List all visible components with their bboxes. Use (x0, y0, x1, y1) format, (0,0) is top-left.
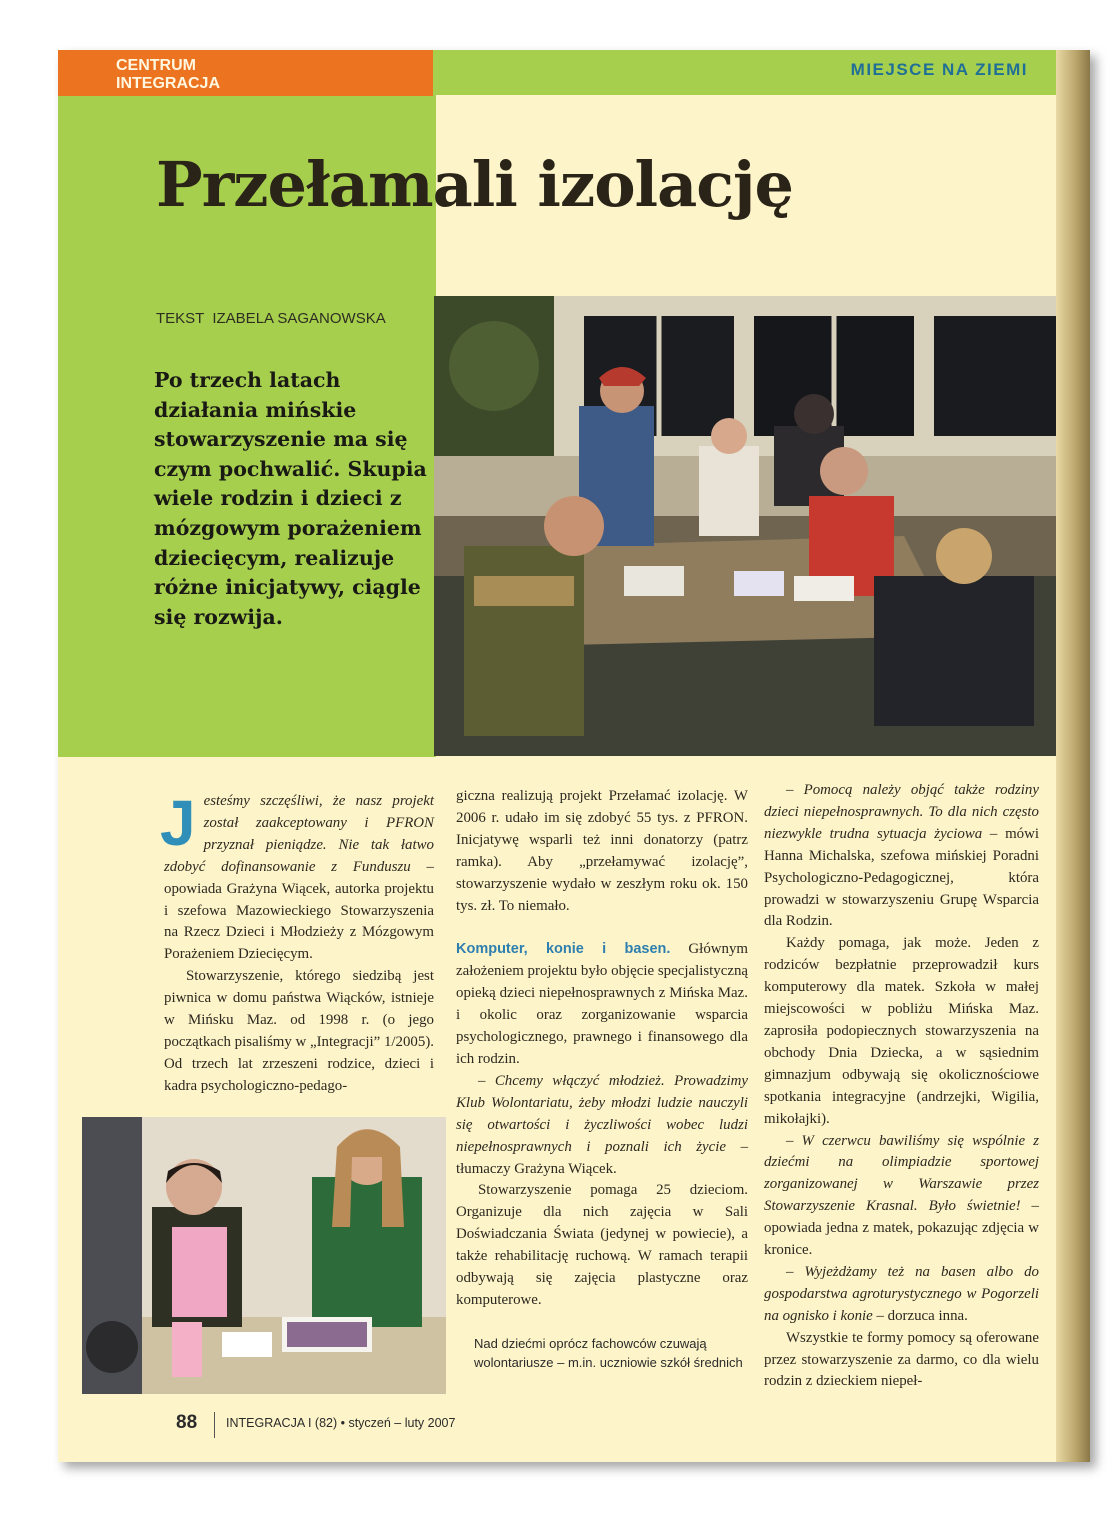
drop-cap: J (160, 787, 196, 859)
page-spine-shadow (1056, 50, 1090, 1462)
col2-paragraph-4: Stowarzyszenie pomaga 25 dzieciom. Organizuje dla nich zajęcia w Sali Doświadczania Świata (jedynej w powiecie), a także rehabilitację ruchową. W ramach terapii odbywają się zajęcia plastyczne oraz komputerowe. (456, 1182, 748, 1308)
byline-label: TEKST (156, 310, 205, 327)
section-label: MIEJSCE NA ZIEMI (850, 60, 1028, 79)
article-column-3 (764, 780, 1039, 1393)
section-tag-line1: CENTRUM (116, 57, 196, 74)
volunteer-photo (82, 1117, 446, 1394)
byline-author: IZABELA SAGANOWSKA (212, 310, 386, 327)
col1-paragraph-2: Stowarzyszenie, którego siedzibą jest piwnica w domu państwa Wiącków, istnieje w Mińsku Maz. od 1998 r. (o jego początkach pisaliśmy w „Integracji” 1/2005). Od trzech lat zrzeszeni rodzice, dzieci i kadra psychologiczno-pedago- (164, 968, 435, 1094)
article-column-2 (456, 786, 748, 1312)
col2-paragraph-2-text: Głównym założeniem projektu było objęcie specjalistyczną opieką dzieci niepełnosprawnych z Mińska Maz. i okolic oraz zorganizowanie wsparcia psychologicznego, prawnego i finansowego dla ich rodzin. (456, 941, 748, 1067)
col2-attribution: – tłumaczy Grażyna Wiącek. (456, 1138, 749, 1177)
col1-attribution: – opowiada Grażyna Wiącek, autorka projektu i szefowa Mazowieckiego Stowarzyszenia na Rzecz Dzieci i Młodzieży z Mózgowym Porażeniem Dziecięcym. (164, 858, 434, 963)
col3-paragraph-3 (764, 1131, 1039, 1262)
byline (156, 310, 386, 327)
col2-paragraph-1: giczna realizują projekt Przełamać izolację. W 2006 r. udało im się zdobyć 55 tys. z PFRON. Inicjatywę wsparli też inni donatorzy (patrz ramka). Aby „przełamywać izolację”, stowarzyszenie wydało w zeszłym roku ok. 150 tys. zł. To niemało. (456, 788, 748, 914)
col3-attribution-2: – opowiada jedna z matek, pokazując zdjęcia w kronice. (764, 1198, 1039, 1259)
magazine-page (58, 50, 1090, 1462)
section-tag (58, 50, 433, 96)
footer-divider (214, 1412, 215, 1438)
col3-attribution-1: – mówi Hanna Michalska, szefowa mińskiej Poradni Psychologiczno-Pedagogicznej, która prowadzi w stowarzyszeniu Grupę Wsparcia dla Rodzin. (764, 825, 1039, 930)
col1-paragraph-1 (164, 791, 434, 966)
col3-attribution-3: – dorzuca inna. (872, 1307, 968, 1324)
article-title: Przełamali izolację (156, 148, 793, 221)
col3-paragraph-1 (764, 780, 1039, 933)
col3-paragraph-4 (764, 1262, 1039, 1328)
col3-paragraph-5: Wszystkie te formy pomocy są oferowane przez stowarzyszenie za darmo, co dla wielu rodzin z dzieckiem niepeł- (764, 1329, 1039, 1390)
photo-caption: Nad dziećmi oprócz fachowców czuwają wolontariusze – m.in. uczniowie szkół średnich (474, 1336, 743, 1370)
col2-paragraph-3 (456, 1071, 748, 1181)
col3-quote-3: – Wyjeżdżamy też na basen albo do gospodarstwa agroturystycznego w Pogorzeli na ognisko i konie (764, 1263, 1039, 1324)
section-tag-line2: INTEGRACJA (116, 75, 221, 92)
issue-info: INTEGRACJA I (82) • styczeń – luty 2007 (226, 1416, 456, 1430)
col1-quote: esteśmy szczęśliwi, że nasz projekt został zaakceptowany i PFRON przyznał pieniądze. Nie tak łatwo zdobyć dofinansowanie z Funduszu (164, 793, 434, 875)
subhead-computer-horses-pool: Komputer, konie i basen. (456, 941, 671, 958)
col3-paragraph-2: Każdy pomaga, jak może. Jeden z rodziców bezpłatnie przeprowadził kurs komputerowy dla matek. Szkoła w małej miejscowości w pobliżu Mińska Maz. zaprosiła podopiecznych stowarzyszenia na obchody Dnia Dziecka, a w sąsiednim gimnazjum odbywają się okolicznościowe spotkania integracyjne (andrzejki, Wigilia, mikołajki). (764, 935, 1039, 1127)
col2-paragraph-2 (456, 939, 748, 1070)
workshop-photo (434, 296, 1056, 756)
col2-quote: – Chcemy włączyć młodzież. Prowadzimy Klub Wolontariatu, żeby młodzi ludzie nauczyli się otwartości i życzliwości wobec ludzi niepełnosprawnych i poznali ich życie (456, 1072, 748, 1155)
page-number: 88 (176, 1412, 198, 1433)
col3-quote-1: – Pomocą należy objąć także rodziny dzieci niepełnosprawnych. To dla nich często niezwykle trudna sytuacja życiowa (764, 782, 1039, 842)
lead-paragraph: Po trzech latach działania mińskie stowarzyszenie ma się czym pochwalić. Skupia wiele rodzin i dzieci z mózgowym porażeniem dziecięcym, realizuje różne inicjatywy, ciągle się rozwija. (154, 368, 427, 629)
col3-quote-2: – W czerwcu bawiliśmy się wspólnie z dziećmi na olimpiadzie sportowej zorganizowanej w Warszawie przez Stowarzyszenie Krasnal. Było świetnie! (764, 1132, 1039, 1215)
article-column-1 (160, 787, 435, 1098)
